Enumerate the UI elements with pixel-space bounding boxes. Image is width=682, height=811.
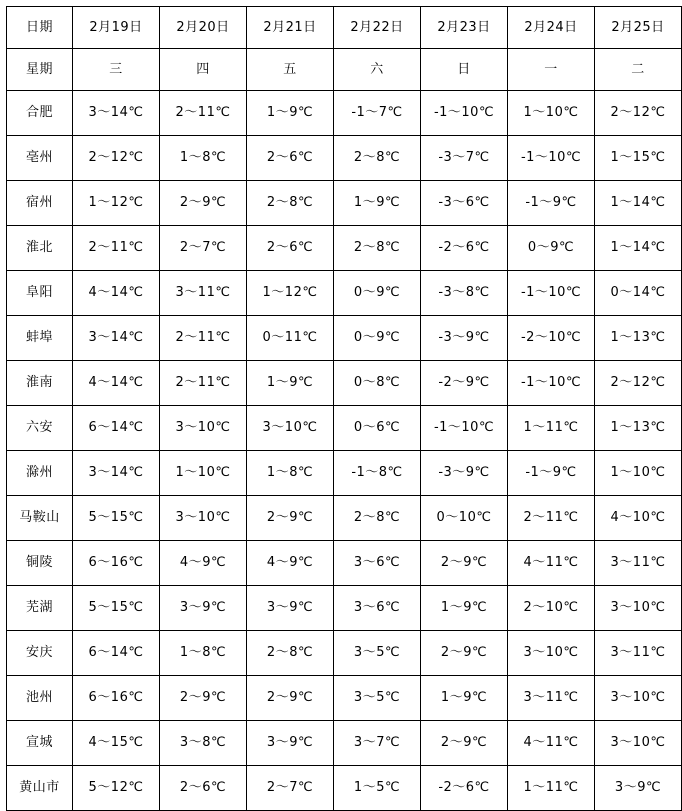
temp-cell: 1～9℃ [421, 586, 508, 631]
temp-cell: 2～8℃ [247, 181, 334, 226]
table-row [7, 631, 682, 676]
city-name: 淮北 [7, 226, 73, 271]
temp-cell: 2～11℃ [160, 361, 247, 406]
temp-cell: 1～13℃ [595, 316, 682, 361]
table-weekday-row [7, 49, 682, 91]
table-row [7, 136, 682, 181]
temp-cell: -3～7℃ [421, 136, 508, 181]
table-row [7, 496, 682, 541]
temp-cell: 1～9℃ [247, 91, 334, 136]
temp-cell: -1～9℃ [508, 451, 595, 496]
temp-cell: -1～7℃ [334, 91, 421, 136]
temp-cell: 2～11℃ [508, 496, 595, 541]
table-row [7, 586, 682, 631]
temp-cell: 0～9℃ [334, 316, 421, 361]
weather-forecast-table [6, 6, 682, 811]
temp-cell: 6～16℃ [73, 541, 160, 586]
header-date-4: 2月23日 [421, 7, 508, 49]
temp-cell: 3～10℃ [508, 631, 595, 676]
temp-cell: 6～14℃ [73, 406, 160, 451]
temp-cell: -1～9℃ [508, 181, 595, 226]
temp-cell: 2～6℃ [247, 226, 334, 271]
temp-cell: 3～11℃ [595, 631, 682, 676]
weekday-6: 二 [595, 49, 682, 91]
temp-cell: 4～14℃ [73, 271, 160, 316]
temp-cell: -1～10℃ [508, 361, 595, 406]
temp-cell: -2～10℃ [508, 316, 595, 361]
temp-cell: -2～6℃ [421, 766, 508, 811]
temp-cell: 1～11℃ [508, 406, 595, 451]
temp-cell: 1～12℃ [73, 181, 160, 226]
temp-cell: 3～10℃ [160, 496, 247, 541]
temp-cell: 3～10℃ [595, 586, 682, 631]
table-row [7, 676, 682, 721]
temp-cell: 2～8℃ [334, 496, 421, 541]
temp-cell: 3～11℃ [508, 676, 595, 721]
temp-cell: 2～9℃ [421, 631, 508, 676]
temp-cell: 2～9℃ [421, 541, 508, 586]
temp-cell: 2～9℃ [247, 676, 334, 721]
temp-cell: 2～8℃ [334, 226, 421, 271]
temp-cell: 3～6℃ [334, 541, 421, 586]
table-body [7, 7, 682, 811]
table-row [7, 271, 682, 316]
temp-cell: 2～12℃ [595, 91, 682, 136]
temp-cell: 6～14℃ [73, 631, 160, 676]
temp-cell: 0～9℃ [334, 271, 421, 316]
city-name: 滁州 [7, 451, 73, 496]
temp-cell: 3～8℃ [160, 721, 247, 766]
city-name: 宣城 [7, 721, 73, 766]
temp-cell: -2～6℃ [421, 226, 508, 271]
city-name: 合肥 [7, 91, 73, 136]
temp-cell: 4～11℃ [508, 721, 595, 766]
header-date-label: 日期 [7, 7, 73, 49]
temp-cell: 2～7℃ [247, 766, 334, 811]
temp-cell: 1～12℃ [247, 271, 334, 316]
weekday-4: 日 [421, 49, 508, 91]
temp-cell: 6～16℃ [73, 676, 160, 721]
temp-cell: 2～9℃ [160, 676, 247, 721]
temp-cell: 1～8℃ [160, 631, 247, 676]
table-row [7, 451, 682, 496]
temp-cell: 2～8℃ [247, 631, 334, 676]
table-row [7, 361, 682, 406]
temp-cell: 3～11℃ [160, 271, 247, 316]
temp-cell: 1～9℃ [421, 676, 508, 721]
table-row [7, 721, 682, 766]
temp-cell: 1～14℃ [595, 181, 682, 226]
table-row [7, 541, 682, 586]
temp-cell: 3～7℃ [334, 721, 421, 766]
temp-cell: 3～9℃ [247, 586, 334, 631]
temp-cell: 0～8℃ [334, 361, 421, 406]
weekday-0: 三 [73, 49, 160, 91]
temp-cell: 3～14℃ [73, 91, 160, 136]
temp-cell: -1～10℃ [508, 136, 595, 181]
temp-cell: 1～8℃ [247, 451, 334, 496]
temp-cell: -3～9℃ [421, 316, 508, 361]
city-name: 池州 [7, 676, 73, 721]
temp-cell: 1～13℃ [595, 406, 682, 451]
temp-cell: -3～9℃ [421, 451, 508, 496]
temp-cell: 1～10℃ [160, 451, 247, 496]
temp-cell: 2～11℃ [160, 316, 247, 361]
table-row [7, 226, 682, 271]
temp-cell: 3～10℃ [595, 676, 682, 721]
temp-cell: 5～12℃ [73, 766, 160, 811]
temp-cell: 2～11℃ [73, 226, 160, 271]
weekday-3: 六 [334, 49, 421, 91]
temp-cell: 4～10℃ [595, 496, 682, 541]
city-name: 阜阳 [7, 271, 73, 316]
weekday-1: 四 [160, 49, 247, 91]
header-date-3: 2月22日 [334, 7, 421, 49]
temp-cell: 1～9℃ [247, 361, 334, 406]
weekday-5: 一 [508, 49, 595, 91]
temp-cell: 4～11℃ [508, 541, 595, 586]
temp-cell: 1～10℃ [595, 451, 682, 496]
temp-cell: 1～14℃ [595, 226, 682, 271]
city-name: 马鞍山 [7, 496, 73, 541]
city-name: 亳州 [7, 136, 73, 181]
temp-cell: 2～9℃ [160, 181, 247, 226]
temp-cell: 2～6℃ [247, 136, 334, 181]
temp-cell: 5～15℃ [73, 586, 160, 631]
temp-cell: 4～9℃ [160, 541, 247, 586]
header-date-1: 2月20日 [160, 7, 247, 49]
city-name: 六安 [7, 406, 73, 451]
temp-cell: 2～6℃ [160, 766, 247, 811]
header-date-2: 2月21日 [247, 7, 334, 49]
temp-cell: 3～11℃ [595, 541, 682, 586]
temp-cell: 3～5℃ [334, 676, 421, 721]
weekday-2: 五 [247, 49, 334, 91]
temp-cell: 4～15℃ [73, 721, 160, 766]
temp-cell: 0～11℃ [247, 316, 334, 361]
temp-cell: 3～10℃ [160, 406, 247, 451]
temp-cell: 2～7℃ [160, 226, 247, 271]
temp-cell: 0～9℃ [508, 226, 595, 271]
temp-cell: 3～5℃ [334, 631, 421, 676]
table-header-row [7, 7, 682, 49]
temp-cell: 1～8℃ [160, 136, 247, 181]
temp-cell: 5～15℃ [73, 496, 160, 541]
city-name: 蚌埠 [7, 316, 73, 361]
temp-cell: -3～6℃ [421, 181, 508, 226]
temp-cell: 0～10℃ [421, 496, 508, 541]
temp-cell: -1～8℃ [334, 451, 421, 496]
temp-cell: 2～8℃ [334, 136, 421, 181]
temp-cell: 0～14℃ [595, 271, 682, 316]
temp-cell: 2～10℃ [508, 586, 595, 631]
temp-cell: 0～6℃ [334, 406, 421, 451]
table-row [7, 91, 682, 136]
city-name: 宿州 [7, 181, 73, 226]
temp-cell: -1～10℃ [421, 406, 508, 451]
table-row [7, 316, 682, 361]
temp-cell: 2～9℃ [421, 721, 508, 766]
city-name: 淮南 [7, 361, 73, 406]
temp-cell: 3～9℃ [247, 721, 334, 766]
temp-cell: 4～9℃ [247, 541, 334, 586]
temp-cell: 2～12℃ [73, 136, 160, 181]
temp-cell: 2～12℃ [595, 361, 682, 406]
temp-cell: 2～11℃ [160, 91, 247, 136]
temp-cell: 3～10℃ [595, 721, 682, 766]
temp-cell: -1～10℃ [421, 91, 508, 136]
header-date-0: 2月19日 [73, 7, 160, 49]
table-row [7, 406, 682, 451]
temp-cell: 4～14℃ [73, 361, 160, 406]
temp-cell: 3～14℃ [73, 451, 160, 496]
temp-cell: -3～8℃ [421, 271, 508, 316]
temp-cell: 1～10℃ [508, 91, 595, 136]
header-date-5: 2月24日 [508, 7, 595, 49]
city-name: 芜湖 [7, 586, 73, 631]
temp-cell: -2～9℃ [421, 361, 508, 406]
temp-cell: 3～14℃ [73, 316, 160, 361]
table-row [7, 181, 682, 226]
temp-cell: 1～11℃ [508, 766, 595, 811]
temp-cell: 3～6℃ [334, 586, 421, 631]
temp-cell: 1～15℃ [595, 136, 682, 181]
city-name: 安庆 [7, 631, 73, 676]
header-date-6: 2月25日 [595, 7, 682, 49]
temp-cell: 2～9℃ [247, 496, 334, 541]
temp-cell: 3～10℃ [247, 406, 334, 451]
header-weekday-label: 星期 [7, 49, 73, 91]
temp-cell: 3～9℃ [595, 766, 682, 811]
temp-cell: 3～9℃ [160, 586, 247, 631]
temp-cell: -1～10℃ [508, 271, 595, 316]
temp-cell: 1～9℃ [334, 181, 421, 226]
temp-cell: 1～5℃ [334, 766, 421, 811]
city-name: 黄山市 [7, 766, 73, 811]
city-name: 铜陵 [7, 541, 73, 586]
table-row [7, 766, 682, 811]
